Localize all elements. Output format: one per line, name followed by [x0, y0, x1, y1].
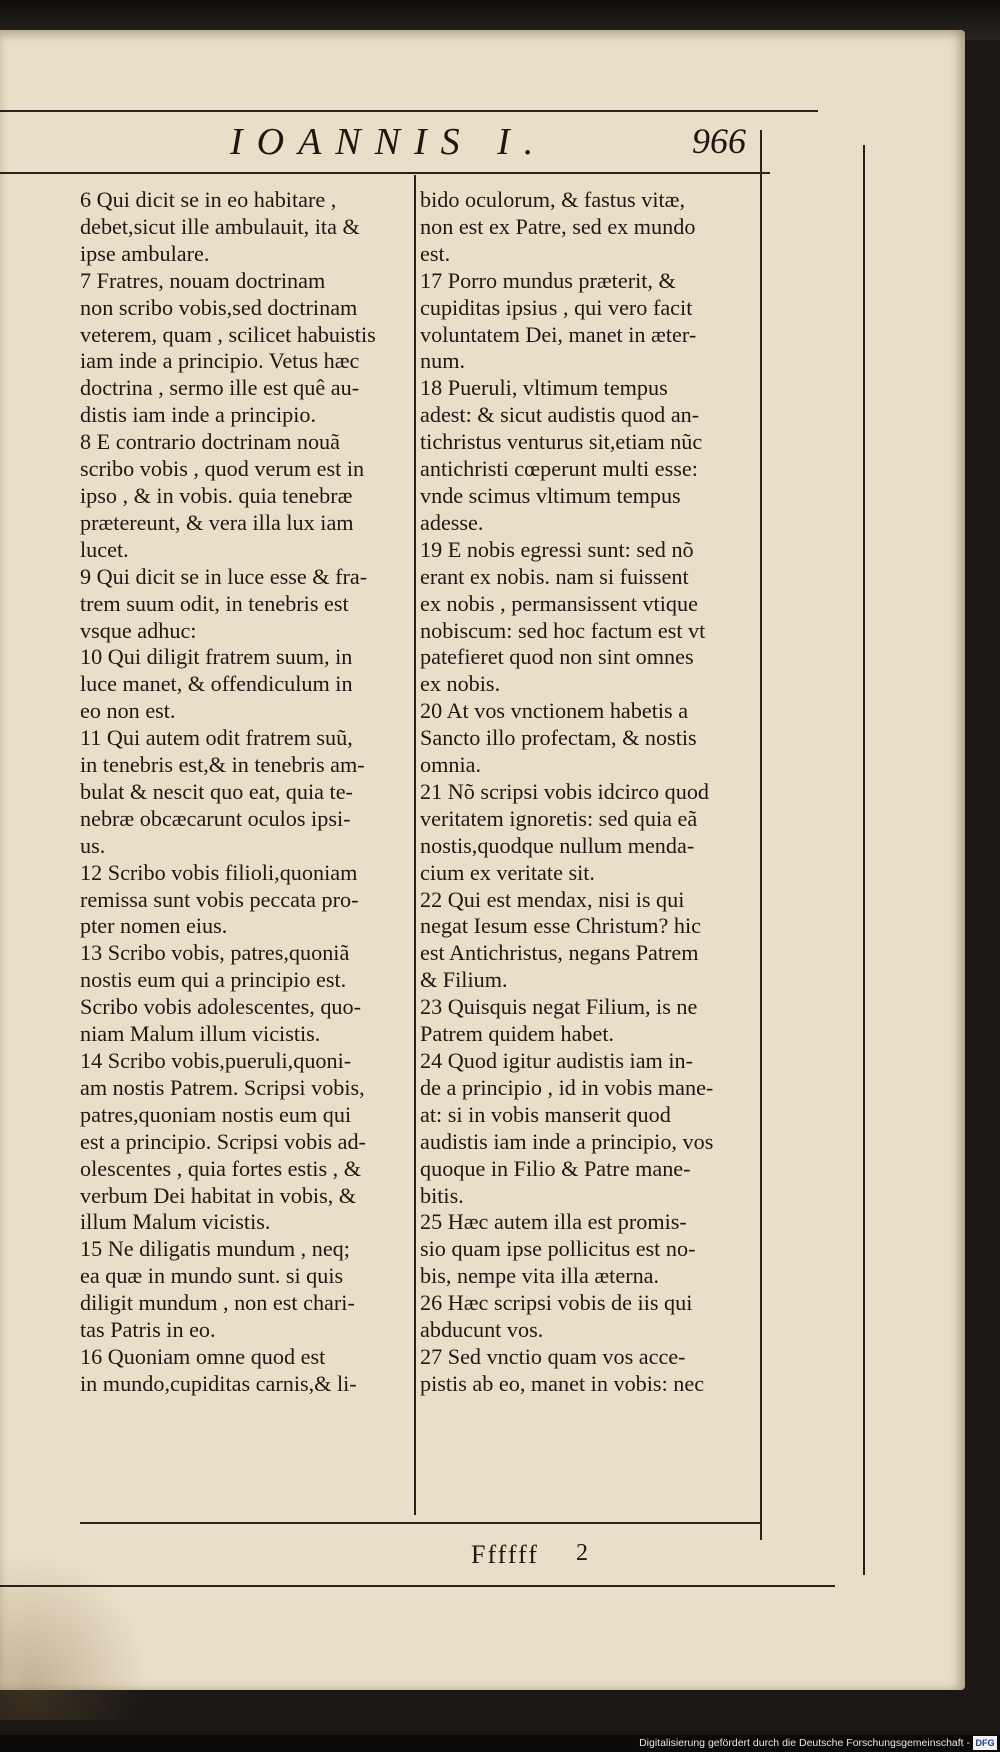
text-line: veritatem ignoretis: sed quia eã: [420, 805, 698, 831]
text-line: 20 At vos vnctionem habetis a: [420, 698, 689, 724]
text-line: 19 E nobis egressi sunt: sed nõ: [420, 536, 694, 562]
text-line: doctrina , sermo ille est quê au-: [80, 375, 360, 401]
text-line: cium ex veritate sit.: [420, 859, 595, 885]
text-line: ex nobis.: [420, 671, 501, 697]
text-line: 6 Qui dicit se in eo habitare ,: [80, 187, 337, 212]
text-line: trem suum odit, in tenebris est: [80, 590, 349, 616]
text-line: 8 E contrario doctrinam nouã: [80, 429, 340, 455]
text-line: erant ex nobis. nam si fuissent: [420, 563, 689, 589]
text-line: olescentes , quia fortes estis , &: [80, 1155, 361, 1181]
text-line: ipse ambulare.: [80, 240, 210, 266]
text-line: 26 Hæc scripsi vobis de iis qui: [420, 1290, 693, 1316]
text-line: tas Patris in eo.: [80, 1317, 216, 1343]
text-line: Sancto illo profectam, & nostis: [420, 725, 697, 751]
text-line: ex nobis , permansissent vtique: [420, 590, 698, 616]
running-title: IOANNIS I.: [230, 121, 548, 163]
text-line: cupiditas ipsius , qui vero facit: [420, 294, 693, 320]
text-line: illum Malum vicistis.: [80, 1209, 271, 1235]
text-line: lucet.: [80, 536, 129, 562]
text-line: 9 Qui dicit se in luce esse & fra-: [80, 563, 368, 589]
dfg-logo: DFG: [973, 1736, 997, 1750]
text-line: veterem, quam , scilicet habuistis: [80, 321, 376, 347]
text-line: & Filium.: [420, 967, 508, 993]
text-line: omnia.: [420, 752, 482, 778]
text-line: ipso , & in vobis. quia tenebræ: [80, 482, 353, 508]
text-line: nebræ obcæcarunt oculos ipsi-: [80, 805, 351, 831]
text-line: nostis,quodque nullum menda-: [420, 832, 695, 858]
right-text-column: [420, 187, 758, 1398]
signature-number: 2: [576, 1540, 588, 1566]
footer-rule-top: [80, 1522, 760, 1524]
text-line: diligit mundum , non est chari-: [80, 1290, 355, 1316]
text-line: 18 Pueruli, vltimum tempus: [420, 375, 668, 401]
text-line: bido oculorum, & fastus vitæ,: [420, 187, 686, 212]
text-line: num.: [420, 348, 465, 374]
text-line: 21 Nõ scripsi vobis idcirco quod: [420, 778, 710, 804]
text-line: at: si in vobis manserit quod: [420, 1101, 671, 1127]
text-line: non scribo vobis,sed doctrinam: [80, 294, 358, 320]
text-line: niam Malum illum vicistis.: [80, 1021, 321, 1047]
text-line: 22 Qui est mendax, nisi is qui: [420, 886, 685, 912]
text-line: verbum Dei habitat in vobis, &: [80, 1182, 357, 1208]
text-line: nobiscum: sed hoc factum est vt: [420, 617, 706, 643]
text-line: eo non est.: [80, 698, 176, 724]
text-line: luce manet, & offendiculum in: [80, 671, 353, 697]
text-line: bis, nempe vita illa æterna.: [420, 1263, 660, 1289]
text-line: antichristi cœperunt multi esse:: [420, 456, 698, 482]
text-line: pistis ab eo, manet in vobis: nec: [420, 1370, 705, 1396]
text-line: 10 Qui diligit fratrem suum, in: [80, 644, 353, 670]
text-line: non est ex Patre, sed ex mundo: [420, 213, 696, 239]
page-stain: [0, 1550, 150, 1720]
text-line: voluntatem Dei, manet in æter-: [420, 321, 697, 347]
text-line: prætereunt, & vera illa lux iam: [80, 509, 354, 535]
text-line: pter nomen eius.: [80, 913, 228, 939]
column-divider: [414, 175, 416, 1515]
outer-margin-rule: [863, 145, 865, 1575]
text-line: us.: [80, 832, 106, 858]
text-line: am nostis Patrem. Scripsi vobis,: [80, 1074, 365, 1100]
signature-mark: Ffffff: [471, 1540, 539, 1569]
text-line: Patrem quidem habet.: [420, 1021, 615, 1047]
text-line: vsque adhuc:: [80, 617, 197, 643]
text-line: 24 Quod igitur audistis iam in-: [420, 1048, 694, 1073]
text-line: patefieret quod non sint omnes: [420, 644, 694, 670]
text-line: distis iam inde a principio.: [80, 402, 317, 428]
text-line: adesse.: [420, 509, 484, 535]
left-text-column: [80, 187, 412, 1398]
page-number: 966: [692, 121, 746, 161]
text-line: in tenebris est,& in tenebris am-: [80, 752, 365, 778]
text-line: 25 Hæc autem illa est promis-: [420, 1209, 687, 1235]
text-line: vnde scimus vltimum tempus: [420, 482, 681, 508]
text-line: negat Iesum esse Christum? hic: [420, 913, 701, 939]
text-line: adest: & sicut audistis quod an-: [420, 402, 700, 428]
text-line: 17 Porro mundus præterit, &: [420, 267, 676, 293]
text-line: iam inde a principio. Vetus hæc: [80, 348, 360, 374]
text-line: bulat & nescit quo eat, quia te-: [80, 778, 353, 804]
text-line: patres,quoniam nostis eum qui: [80, 1101, 352, 1127]
text-line: scribo vobis , quod verum est in: [80, 456, 365, 482]
text-line: est Antichristus, negans Patrem: [420, 940, 699, 966]
text-line: quoque in Filio & Patre mane-: [420, 1155, 691, 1181]
text-line: debet,sicut ille ambulauit, ita &: [80, 213, 360, 239]
text-line: tichristus venturus sit,etiam nũc: [420, 429, 703, 455]
footer-rule-bottom: [0, 1585, 835, 1587]
text-line: remissa sunt vobis peccata pro-: [80, 886, 359, 912]
text-line: 23 Quisquis negat Filium, is ne: [420, 994, 698, 1020]
text-line: sio quam ipse pollicitus est no-: [420, 1236, 696, 1262]
text-line: abducunt vos.: [420, 1317, 544, 1343]
text-line: est a principio. Scripsi vobis ad-: [80, 1128, 366, 1154]
text-line: 27 Sed vnctio quam vos acce-: [420, 1343, 686, 1369]
text-line: 14 Scribo vobis,pueruli,quoni-: [80, 1048, 352, 1073]
header-rule-bottom: [0, 172, 770, 174]
text-line: 16 Quoniam omne quod est: [80, 1343, 326, 1369]
text-line: 11 Qui autem odit fratrem suũ,: [80, 725, 353, 751]
text-line: 15 Ne diligatis mundum , neq;: [80, 1236, 350, 1262]
text-line: de a principio , id in vobis mane-: [420, 1074, 714, 1100]
text-line: in mundo,cupiditas carnis,& li-: [80, 1370, 357, 1396]
text-line: Scribo vobis adolescentes, quo-: [80, 994, 361, 1020]
text-line: ea quæ in mundo sunt. si quis: [80, 1263, 344, 1289]
header-rule-top: [0, 110, 818, 112]
digitization-credit: Digitalisierung gefördert durch die Deutsche Forschungsgemeinschaft -: [639, 1737, 970, 1749]
text-line: nostis eum qui a principio est.: [80, 967, 347, 993]
text-line: 13 Scribo vobis, patres,quoniã: [80, 940, 350, 966]
text-line: 7 Fratres, nouam doctrinam: [80, 267, 326, 293]
text-line: 12 Scribo vobis filioli,quoniam: [80, 859, 358, 885]
text-line: est.: [420, 240, 451, 266]
text-line: audistis iam inde a principio, vos: [420, 1128, 714, 1154]
right-margin-rule: [760, 130, 762, 1540]
text-line: bitis.: [420, 1182, 464, 1208]
